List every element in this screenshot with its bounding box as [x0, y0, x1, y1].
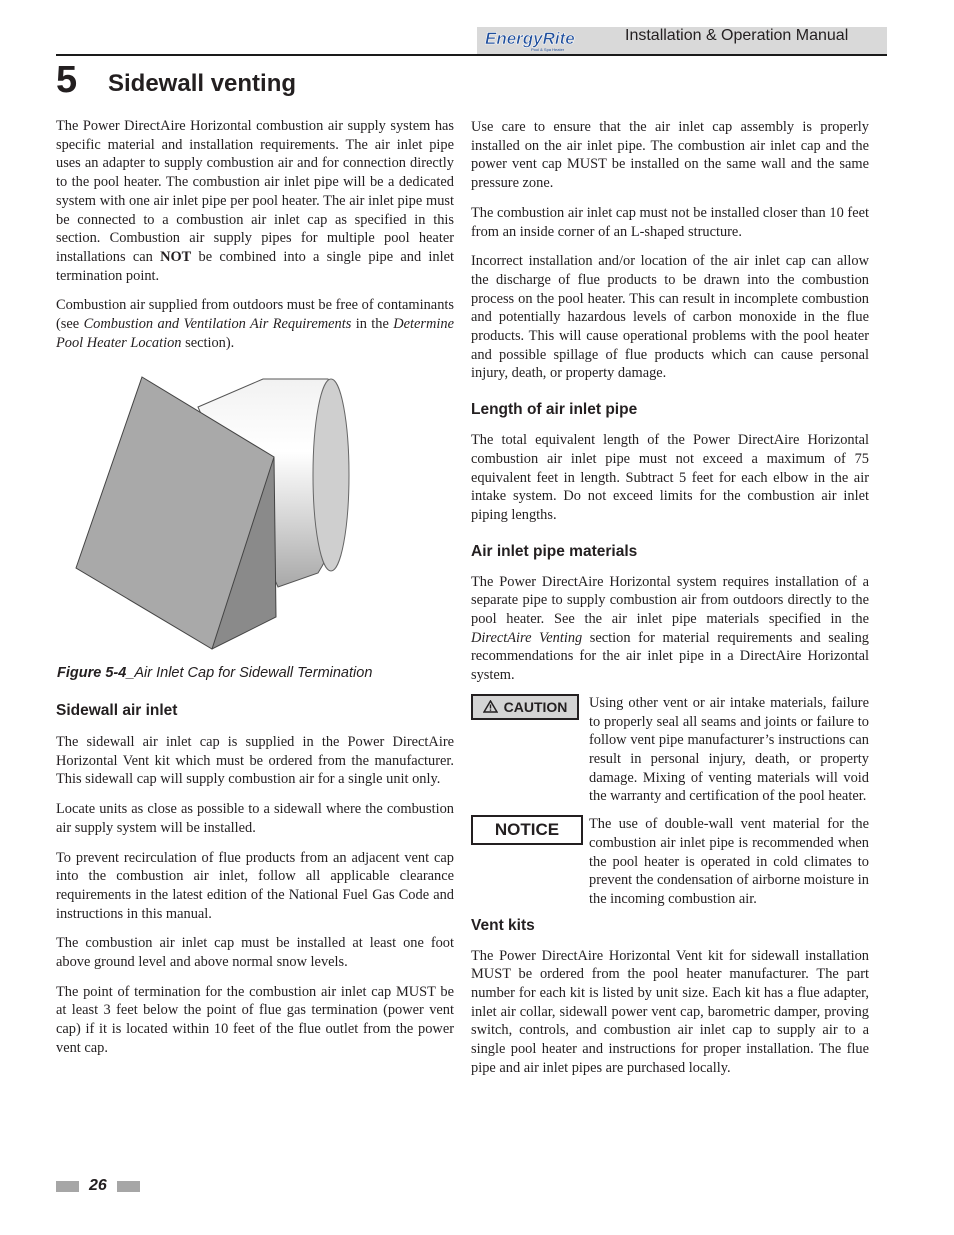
- notice-callout: [471, 815, 869, 909]
- warning-triangle-icon: [483, 700, 498, 713]
- right-column: [471, 118, 869, 1078]
- sidewall-paragraph-3: To prevent recirculation of flue products from an adjacent vent cap into the combustion air inlet, follow all applicable clearance requirements in the latest edition of the National Fuel Gas Code and instructions in this manual.: [56, 849, 454, 922]
- sidewall-paragraph-1: The sidewall air inlet cap is supplied in the Power DirectAire Horizontal Vent kit which must be ordered from the manufacturer. This sidewall cap will supply combustion air for a single unit only.: [56, 734, 454, 788]
- caution-badge: CAUTION: [471, 694, 579, 720]
- section-title: Sidewall venting: [108, 70, 297, 97]
- heading-sidewall-air-inlet: Sidewall air inlet: [56, 702, 178, 719]
- right-paragraph-1: Use care to ensure that the air inlet cap assembly is properly installed on the air inlet pipe. The combustion air inlet cap and the power vent cap MUST be installed on the same wall and the same pressure zone.: [471, 119, 869, 192]
- section-number: 5: [56, 59, 78, 101]
- header-rule: [56, 54, 887, 56]
- figure-caption: Figure 5-4_Air Inlet Cap for Sidewall Termination: [57, 665, 373, 681]
- left-column-sidewall: [56, 701, 454, 1058]
- materials-paragraph: The Power DirectAire Horizontal system requires installation of a separate pipe to supply combustion air from outdoors directly to the pool heater. See the air inlet pipe materials specified in the DirectAire Venting section for material requirements and sealing recommendations for the air inlet pipe in a DirectAire Horizontal system.: [471, 573, 870, 684]
- manual-title: Installation & Operation Manual: [625, 27, 849, 44]
- sidewall-paragraph-4: The combustion air inlet cap must be installed at least one foot above ground level and above normal snow levels.: [56, 935, 454, 971]
- notice-text: The use of double-wall vent material for the combustion air inlet pipe is recommended when the pool heater is operated in cold climates to prevent the condensation of airborne moisture in the incoming combustion air.: [589, 816, 869, 907]
- vent-kits-paragraph: The Power DirectAire Horizontal Vent kit for sidewall installation MUST be ordered from the pool heater manufacturer. The part number for each kit is listed by unit size. Each kit has a flue adapter, inlet air collar, sidewall power vent cap, barometric damper, proving switch, controls, and combustion air inlet cap to supply air to a single pool heater and instructions for proper installation. The flue pipe and air inlet pipes are purchased locally.: [471, 947, 869, 1076]
- page-number: 26: [89, 1177, 107, 1194]
- heading-length-of-air-inlet-pipe: Length of air inlet pipe: [471, 401, 638, 419]
- energyrite-logo: [483, 27, 577, 53]
- intro-paragraph-2: Combustion air supplied from outdoors must be free of contaminants (see Combustion and Ventilation Air Requirements in the Determine Pool Heater Location section).: [56, 297, 455, 351]
- sidewall-paragraph-5: The point of termination for the combustion air inlet cap MUST be at least 3 feet below the point of flue gas termination (power vent cap) if it is located within 10 feet of the flue outlet from the power vent cap.: [56, 983, 454, 1056]
- logo-subtext: Pool & Spa Heater: [531, 47, 565, 52]
- left-column-intro: [56, 117, 454, 352]
- air-inlet-cap-figure: [56, 365, 454, 665]
- footer-bar-right: [117, 1181, 140, 1192]
- heading-vent-kits: Vent kits: [471, 916, 535, 934]
- right-paragraph-2: The combustion air inlet cap must not be installed closer than 10 feet from an inside corner of an L-shaped structure.: [471, 204, 869, 240]
- notice-badge: NOTICE: [471, 815, 583, 845]
- sidewall-paragraph-2: Locate units as close as possible to a sidewall where the combustion air supply system will be installed.: [56, 801, 454, 836]
- heading-air-inlet-pipe-materials: Air inlet pipe materials: [471, 542, 638, 560]
- right-paragraph-3: Incorrect installation and/or location of the air inlet cap can allow the discharge of flue products to be drawn into the combustion process on the pool heater. This can result in incomplete combustion and potentially hazardous levels of carbon monoxide in the flue products. This will cause operational problems with the pool heater and possible spillage of flue products which can cause personal injury, death, or property damage.: [471, 253, 869, 382]
- caution-callout: [471, 694, 869, 806]
- logo-text: EnergyRite: [485, 29, 575, 48]
- air-inlet-cap-illustration: [56, 365, 454, 665]
- footer-bar-left: [56, 1181, 79, 1192]
- caution-text: Using other vent or air intake materials, failure to properly seal all seams and joints or failure to follow vent pipe manufacturer’s instructions can result in personal injury, death, or property damage. Mixing of venting materials will void the warranty and certification of the pool heater.: [589, 694, 869, 805]
- intro-paragraph-1: The Power DirectAire Horizontal combustion air supply system has specific material and installation requirements. The air inlet pipe uses an adapter to supply combustion air and for connection directly to the pool heater. The combustion air inlet pipe will be a dedicated system with one air inlet pipe per pool heater. The air inlet pipe must be connected to a combustion air inlet cap as specified in this section. Combustion air supply pipes for multiple pool heater installations can NOT be combined into a single pipe and inlet termination point.: [56, 118, 454, 284]
- page-footer: [56, 1175, 140, 1197]
- length-paragraph: The total equivalent length of the Power DirectAire Horizontal combustion air inlet pipe must not exceed a maximum of 75 equivalent feet in length. Subtract 5 feet for each elbow in the air intake system. Do not exceed limits for the combustion air inlet piping lengths.: [471, 432, 869, 523]
